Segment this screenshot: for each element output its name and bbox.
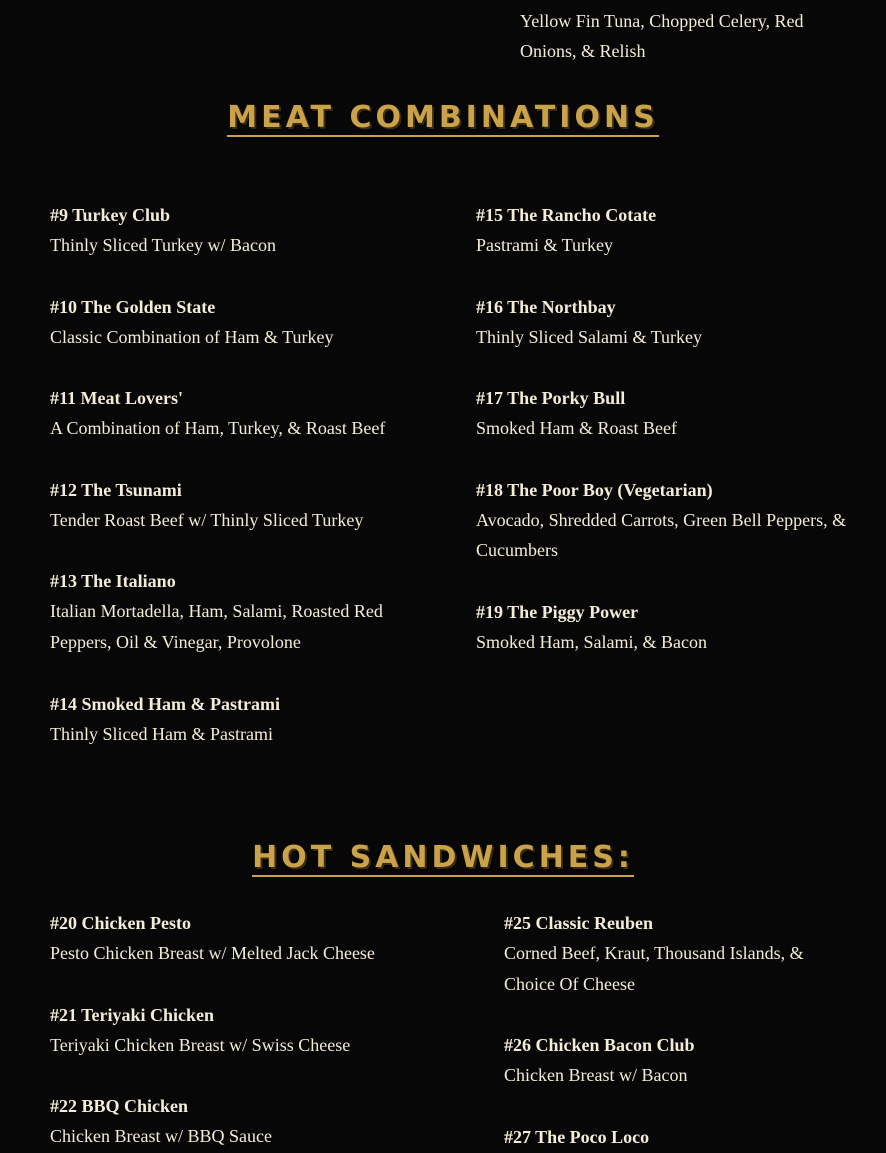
menu-item-chicken-pesto <box>50 908 460 969</box>
menu-item-chicken-bacon-club <box>504 1030 844 1091</box>
menu-item-poor-boy <box>476 475 856 566</box>
item-name: #26 Chicken Bacon Club <box>504 1035 695 1056</box>
item-name: #14 Smoked Ham & Pastrami <box>50 693 280 714</box>
item-description: Tender Roast Beef w/ Thinly Sliced Turkey <box>50 509 364 530</box>
item-name: #17 The Porky Bull <box>476 388 626 409</box>
item-description: Thinly Sliced Turkey w/ Bacon <box>50 235 276 255</box>
menu-item-bbq-chicken <box>50 1091 460 1152</box>
section-title-hot-sandwiches: HOT SANDWICHES: <box>252 840 634 875</box>
item-name: #19 The Piggy Power <box>476 601 639 622</box>
item-description: Italian Mortadella, Ham, Salami, Roasted Red Peppers, Oil & Vinegar, Provolone <box>50 601 383 652</box>
item-name: #10 The Golden State <box>50 296 216 317</box>
menu-item-rancho-cotate <box>476 200 856 261</box>
menu-item-teriyaki-chicken <box>50 1000 460 1061</box>
item-name: #16 The Northbay <box>476 296 616 317</box>
item-description: Corned Beef, Kraut, Thousand Islands, & Choice Of Cheese <box>504 943 804 994</box>
menu-item-piggy-power <box>476 597 856 658</box>
item-name: #25 Classic Reuben <box>504 913 654 933</box>
item-name: #11 Meat Lovers' <box>50 388 183 409</box>
item-description: Thinly Sliced Ham & Pastrami <box>50 723 273 744</box>
item-description: Avocado, Shredded Carrots, Green Bell Peppers, & Cucumbers <box>476 509 847 561</box>
item-description: Chicken Breast w/ BBQ Sauce <box>50 1126 272 1147</box>
item-description: Teriyaki Chicken Breast w/ Swiss Cheese <box>50 1034 351 1055</box>
item-description: Smoked Ham, Salami, & Bacon <box>476 631 707 652</box>
item-name: #21 Teriyaki Chicken <box>50 1004 215 1025</box>
menu-item-northbay <box>476 292 856 353</box>
meat-combinations-right-column <box>476 200 856 689</box>
menu-item-porky-bull <box>476 383 856 444</box>
menu-item-smoked-ham-pastrami <box>50 689 430 750</box>
menu-item-italiano <box>50 566 430 657</box>
item-description: Thinly Sliced Salami & Turkey <box>476 326 703 347</box>
meat-combinations-left-column <box>50 200 430 780</box>
hot-sandwiches-left-column <box>50 908 460 1153</box>
item-name: #27 The Poco Loco <box>504 1126 650 1147</box>
item-name: #13 The Italiano <box>50 571 176 592</box>
menu-item-poco-loco <box>504 1122 844 1152</box>
item-name: #9 Turkey Club <box>50 205 171 225</box>
item-description: Smoked Ham & Roast Beef <box>476 418 677 439</box>
menu-item-meat-lovers <box>50 383 430 444</box>
item-description: Pastrami & Turkey <box>476 235 614 255</box>
item-description: Classic Combination of Ham & Turkey <box>50 326 334 347</box>
item-description: Chicken Breast w/ Bacon <box>504 1065 688 1086</box>
hot-sandwiches-right-column <box>504 908 844 1153</box>
item-description: A Combination of Ham, Turkey, & Roast Beef <box>50 418 386 439</box>
menu-item-tsunami <box>50 475 430 536</box>
item-name: #20 Chicken Pesto <box>50 913 191 933</box>
tuna-description: Yellow Fin Tuna, Chopped Celery, Red Onions, & Relish <box>520 11 804 61</box>
menu-item-turkey-club <box>50 200 430 261</box>
item-name: #12 The Tsunami <box>50 479 182 500</box>
item-name: #15 The Rancho Cotate <box>476 205 657 225</box>
item-name: #22 BBQ Chicken <box>50 1096 189 1117</box>
menu-item-classic-reuben <box>504 908 844 999</box>
section-title-meat-combinations: MEAT COMBINATIONS <box>227 100 659 135</box>
menu-item-golden-state <box>50 292 430 353</box>
item-description: Pesto Chicken Breast w/ Melted Jack Cheese <box>50 943 375 963</box>
item-name: #18 The Poor Boy (Vegetarian) <box>476 479 713 500</box>
